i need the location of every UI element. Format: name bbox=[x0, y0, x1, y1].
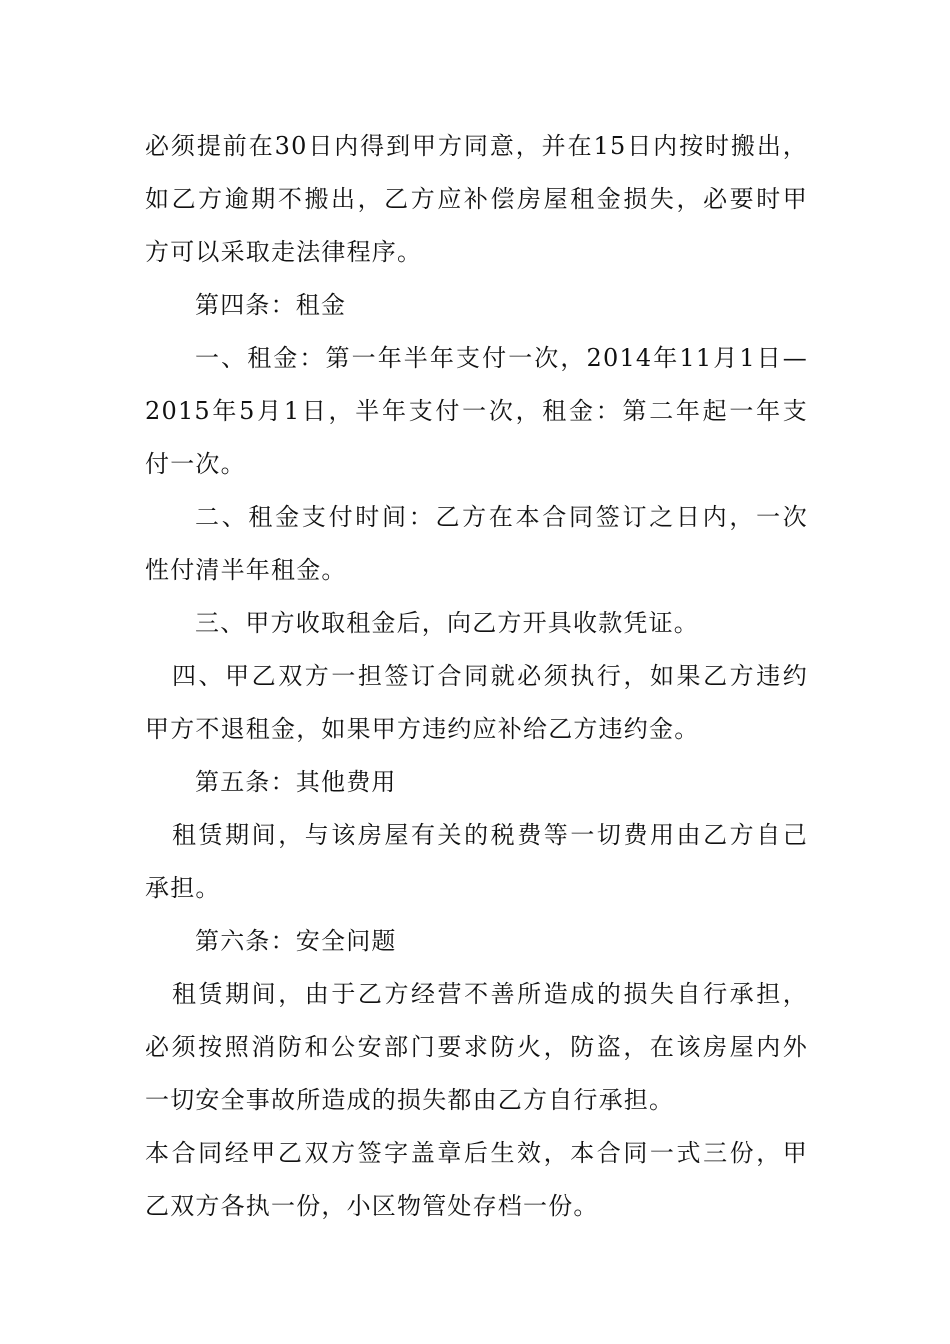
text-line: 必须按照消防和公安部门要求防火，防盗，在该房屋内外 bbox=[145, 1033, 808, 1061]
section-heading-article-6: 第六条：安全问题 bbox=[195, 927, 397, 955]
text-line: 如乙方逾期不搬出，乙方应补偿房屋租金损失，必要时甲 bbox=[145, 185, 808, 213]
text-line: 必须提前在30日内得到甲方同意，并在15日内按时搬出， bbox=[145, 132, 808, 160]
text-line: 方可以采取走法律程序。 bbox=[145, 238, 423, 266]
section-heading-article-5: 第五条：其他费用 bbox=[195, 768, 397, 796]
text-line: 乙双方各执一份，小区物管处存档一份。 bbox=[145, 1192, 599, 1220]
text-line: 性付清半年租金。 bbox=[145, 556, 347, 584]
text-line: 二、租金支付时间：乙方在本合同签订之日内，一次 bbox=[195, 503, 808, 531]
text-line: 承担。 bbox=[145, 874, 221, 902]
text-line: 付一次。 bbox=[145, 450, 246, 478]
text-line: 四、甲乙双方一担签订合同就必须执行，如果乙方违约 bbox=[172, 662, 808, 690]
text-line: 租赁期间，与该房屋有关的税费等一切费用由乙方自己 bbox=[172, 821, 808, 849]
text-line: 一、租金：第一年半年支付一次，2014年11月1日— bbox=[195, 344, 808, 372]
text-line: 一切安全事故所造成的损失都由乙方自行承担。 bbox=[145, 1086, 675, 1114]
text-line: 2015年5月1日，半年支付一次，租金：第二年起一年支 bbox=[145, 397, 808, 425]
text-line: 甲方不退租金，如果甲方违约应补给乙方违约金。 bbox=[145, 715, 700, 743]
section-heading-article-4: 第四条：租金 bbox=[195, 291, 347, 319]
text-line: 租赁期间，由于乙方经营不善所造成的损失自行承担， bbox=[172, 980, 808, 1008]
text-line: 三、甲方收取租金后，向乙方开具收款凭证。 bbox=[195, 609, 699, 637]
text-line: 本合同经甲乙双方签字盖章后生效，本合同一式三份，甲 bbox=[145, 1139, 808, 1167]
